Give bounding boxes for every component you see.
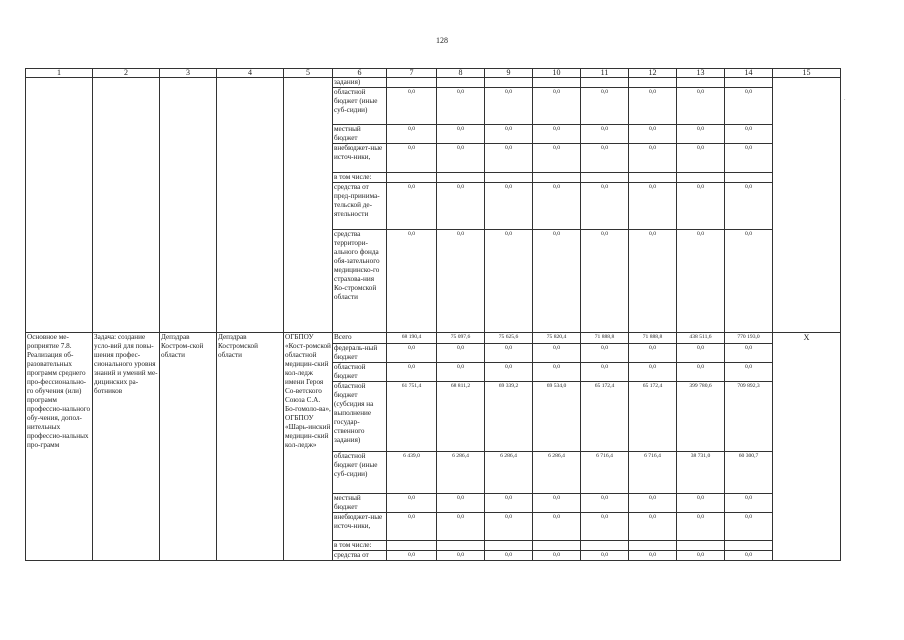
value-cell: 0,0	[437, 551, 485, 561]
value-cell: 0,0	[387, 230, 437, 333]
value-cell: 69 339,2	[485, 382, 533, 452]
value-cell: 0,0	[485, 344, 533, 363]
value-cell	[387, 173, 437, 183]
value-cell	[677, 78, 725, 88]
value-cell: 0,0	[437, 230, 485, 333]
header-row	[26, 69, 841, 78]
value-cell: 0,0	[581, 88, 629, 125]
value-cell: 0,0	[485, 183, 533, 230]
source-label: внебюджет-ные источ-ники,	[333, 144, 387, 173]
measure-name: Основное ме-роприятие 7.8. Реализация об-разовательных программ среднего про-фессионально-го обучения (или) программ профессио-нального обу-чения, допол-нительных профессио-нальных про-грамм	[26, 333, 93, 561]
value-cell: 0,0	[581, 230, 629, 333]
source-label: областной бюджет (субсидия на выполнение государ-ственного задания)	[333, 382, 387, 452]
value-cell	[677, 541, 725, 551]
value-cell: 65 172,4	[629, 382, 677, 452]
value-cell: 0,0	[533, 551, 581, 561]
column-header-10: 10	[533, 69, 581, 78]
source-label: внебюджет-ные источ-ники,	[333, 513, 387, 541]
value-cell	[533, 541, 581, 551]
value-cell: 0,0	[581, 494, 629, 513]
column-header-15: 15	[773, 69, 841, 78]
value-cell: 68 811,2	[437, 382, 485, 452]
value-cell: 0,0	[533, 144, 581, 173]
value-cell: 69 534,0	[533, 382, 581, 452]
value-cell: 0,0	[387, 88, 437, 125]
value-cell: 0,0	[437, 363, 485, 382]
column-header-1: 1	[26, 69, 93, 78]
value-cell: 0,0	[677, 363, 725, 382]
value-cell: 0,0	[677, 183, 725, 230]
empty-cell-col4	[217, 78, 284, 333]
value-cell: 0,0	[437, 88, 485, 125]
value-cell: 6 286,4	[437, 452, 485, 494]
value-cell: 0,0	[533, 125, 581, 144]
empty-cell-col15	[773, 78, 841, 333]
value-cell: 0,0	[629, 494, 677, 513]
value-cell: 0,0	[437, 494, 485, 513]
value-cell: 0,0	[387, 513, 437, 541]
value-cell: 6 439,0	[387, 452, 437, 494]
value-cell: 71 888,8	[581, 333, 629, 344]
table-row	[26, 333, 841, 344]
value-cell: 75 625,6	[485, 333, 533, 344]
value-cell: 399 780,6	[677, 382, 725, 452]
value-cell: 0,0	[677, 144, 725, 173]
value-cell	[387, 541, 437, 551]
value-cell: 0,0	[677, 513, 725, 541]
value-cell: 60 300,7	[725, 452, 773, 494]
value-cell: 0,0	[485, 230, 533, 333]
value-cell: 0,0	[581, 183, 629, 230]
value-cell: 0,0	[677, 88, 725, 125]
value-cell: 0,0	[387, 144, 437, 173]
value-cell: 0,0	[581, 344, 629, 363]
value-cell: 0,0	[725, 183, 773, 230]
value-cell	[387, 78, 437, 88]
value-cell: 6 286,4	[533, 452, 581, 494]
value-cell: 0,0	[725, 344, 773, 363]
value-cell: 0,0	[677, 551, 725, 561]
value-cell: 0,0	[677, 125, 725, 144]
value-cell: 0,0	[725, 551, 773, 561]
column-header-9: 9	[485, 69, 533, 78]
value-cell: 75 097,6	[437, 333, 485, 344]
source-label: областной бюджет (иные суб-сидии)	[333, 88, 387, 125]
value-cell: 0,0	[725, 88, 773, 125]
column-header-14: 14	[725, 69, 773, 78]
value-cell: 0,0	[725, 144, 773, 173]
value-cell	[725, 173, 773, 183]
column-header-11: 11	[581, 69, 629, 78]
value-cell	[437, 173, 485, 183]
source-label: областной бюджет	[333, 363, 387, 382]
value-cell: 68 190,4	[387, 333, 437, 344]
value-cell: 38 731,0	[677, 452, 725, 494]
value-cell: 0,0	[437, 183, 485, 230]
value-cell	[437, 78, 485, 88]
column-header-4: 4	[217, 69, 284, 78]
value-cell	[485, 78, 533, 88]
value-cell	[725, 541, 773, 551]
value-cell: 770 193,0	[725, 333, 773, 344]
value-cell: 0,0	[387, 494, 437, 513]
page-number: 128	[436, 36, 448, 45]
value-cell: 0,0	[387, 363, 437, 382]
participants: ОГБПОУ «Кост-ромской областной медицин-ский кол-ледж имени Героя Со-ветского Союза С.А. Бо-гомоло-ва», ОГБПОУ «Шарь-инский медицин-ский кол-ледж»	[284, 333, 333, 561]
value-cell: 0,0	[581, 513, 629, 541]
column-header-13: 13	[677, 69, 725, 78]
responsible-executor: Депздрав Костром-ской области	[160, 333, 217, 561]
value-cell: 0,0	[629, 183, 677, 230]
value-cell: 75 820,4	[533, 333, 581, 344]
source-label: местный бюджет	[333, 125, 387, 144]
source-label: средства от пред-принима-тельской де-ятельности	[333, 183, 387, 230]
value-cell: 0,0	[629, 363, 677, 382]
column-header-12: 12	[629, 69, 677, 78]
value-cell: 0,0	[725, 363, 773, 382]
value-cell: 0,0	[629, 88, 677, 125]
value-cell: 0,0	[533, 88, 581, 125]
value-cell: 0,0	[485, 88, 533, 125]
empty-cell-col1	[26, 78, 93, 333]
scan-mark: .	[844, 96, 846, 102]
value-cell: 0,0	[387, 125, 437, 144]
value-cell: 0,0	[629, 551, 677, 561]
value-cell: 0,0	[629, 125, 677, 144]
value-cell: 438 511,6	[677, 333, 725, 344]
value-cell	[629, 541, 677, 551]
value-cell	[725, 78, 773, 88]
value-cell: 0,0	[485, 551, 533, 561]
value-cell: 6 286,4	[485, 452, 533, 494]
value-cell: 0,0	[533, 513, 581, 541]
value-cell: 61 751,4	[387, 382, 437, 452]
value-cell: 0,0	[485, 363, 533, 382]
value-cell: 0,0	[677, 494, 725, 513]
empty-cell-col5	[284, 78, 333, 333]
empty-cell-col3	[160, 78, 217, 333]
source-label: задания)	[333, 78, 387, 88]
value-cell: 0,0	[437, 513, 485, 541]
value-cell: 0,0	[533, 494, 581, 513]
value-cell: 0,0	[629, 344, 677, 363]
value-cell: 0,0	[533, 183, 581, 230]
value-cell	[581, 173, 629, 183]
column-header-7: 7	[387, 69, 437, 78]
value-cell: 0,0	[725, 513, 773, 541]
value-cell	[581, 541, 629, 551]
source-label: местный бюджет	[333, 494, 387, 513]
value-cell: 0,0	[629, 144, 677, 173]
value-cell: 0,0	[629, 230, 677, 333]
source-label: в том числе:	[333, 541, 387, 551]
source-label: Всего	[333, 333, 387, 344]
value-cell	[629, 173, 677, 183]
value-cell: 0,0	[387, 183, 437, 230]
value-cell: 0,0	[387, 551, 437, 561]
source-label: федераль-ный бюджет	[333, 344, 387, 363]
value-cell: 0,0	[581, 363, 629, 382]
value-cell: 0,0	[437, 125, 485, 144]
value-cell: 0,0	[437, 344, 485, 363]
value-cell: 0,0	[677, 230, 725, 333]
value-cell: 0,0	[725, 125, 773, 144]
column-header-6: 6	[333, 69, 387, 78]
value-cell: 0,0	[725, 494, 773, 513]
empty-cell-col2	[93, 78, 160, 333]
value-cell: 0,0	[677, 344, 725, 363]
source-label: в том числе:	[333, 173, 387, 183]
value-cell: 0,0	[581, 125, 629, 144]
value-cell: 0,0	[533, 344, 581, 363]
source-label: средства от	[333, 551, 387, 561]
source-label: средства территори-ального фонда обя-зательного медицинско-го страхова-ния Ко-стромской области	[333, 230, 387, 333]
task-text: Задача: создание усло-вий для повы-шения профес-сионального уровня знаний и умений ме-дицинских ра-ботников	[93, 333, 160, 561]
value-cell: 0,0	[629, 513, 677, 541]
value-cell: 0,0	[533, 363, 581, 382]
value-cell	[677, 173, 725, 183]
value-cell: 6 716,4	[581, 452, 629, 494]
value-cell	[485, 541, 533, 551]
value-cell	[533, 78, 581, 88]
value-cell	[581, 78, 629, 88]
value-cell: 71 888,8	[629, 333, 677, 344]
value-cell: 0,0	[581, 144, 629, 173]
value-cell: 0,0	[533, 230, 581, 333]
value-cell: 0,0	[437, 144, 485, 173]
value-cell: 0,0	[485, 494, 533, 513]
value-cell: 0,0	[485, 513, 533, 541]
column-header-2: 2	[93, 69, 160, 78]
value-cell: 0,0	[387, 344, 437, 363]
value-cell: 0,0	[485, 144, 533, 173]
value-cell: 6 716,4	[629, 452, 677, 494]
value-cell: 0,0	[725, 230, 773, 333]
value-cell: 0,0	[485, 125, 533, 144]
value-cell	[485, 173, 533, 183]
value-cell	[437, 541, 485, 551]
column-header-8: 8	[437, 69, 485, 78]
source-label: областной бюджет (иные суб-сидии)	[333, 452, 387, 494]
value-cell	[533, 173, 581, 183]
indicator-mark: X	[773, 333, 841, 561]
table-row	[26, 78, 841, 88]
column-header-3: 3	[160, 69, 217, 78]
value-cell: 709 892,3	[725, 382, 773, 452]
budget-table	[25, 68, 841, 561]
value-cell	[629, 78, 677, 88]
value-cell: 0,0	[581, 551, 629, 561]
co-executor: Депздрав Костромской области	[217, 333, 284, 561]
value-cell: 65 172,4	[581, 382, 629, 452]
column-header-5: 5	[284, 69, 333, 78]
